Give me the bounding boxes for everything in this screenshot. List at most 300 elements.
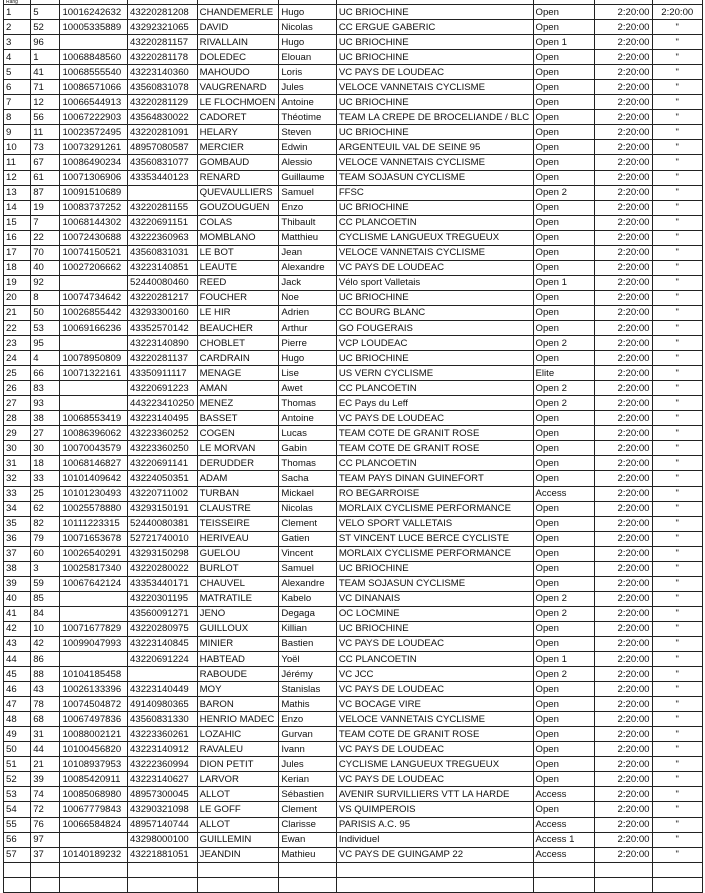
cell-ecart: " <box>652 411 703 426</box>
cell-licence: 43220281155 <box>128 200 198 215</box>
cell-ecart: " <box>652 591 703 606</box>
cell-uci: 10074504872 <box>60 697 128 712</box>
cell-club: ARGENTEUIL VAL DE SEINE 95 <box>336 140 533 155</box>
cell-prenom: Nicolas <box>279 20 336 35</box>
cell-licence: 52440080460 <box>128 275 198 290</box>
cell-temps: 2:20:00 <box>595 471 652 486</box>
cell-licence: 43220281208 <box>128 5 198 20</box>
cell-uci: 10085068980 <box>60 787 128 802</box>
cell-uci: 10108937953 <box>60 757 128 772</box>
cell-dossard: 62 <box>31 501 60 516</box>
cell-ecart: " <box>652 772 703 787</box>
cell-licence <box>128 185 198 200</box>
cell-ecart: " <box>652 652 703 667</box>
table-row <box>4 245 703 260</box>
cell-club: UC BRIOCHINE <box>336 35 533 50</box>
table-row <box>4 441 703 456</box>
cell-ecart: " <box>652 35 703 50</box>
cell-categorie: Access <box>533 817 595 832</box>
cell-categorie: Open <box>533 20 595 35</box>
cell-dossard: 50 <box>31 305 60 320</box>
cell-ecart: " <box>652 170 703 185</box>
cell-licence: 43292321065 <box>128 20 198 35</box>
cell-nom: BARON <box>197 697 279 712</box>
cell-prenom: Degaga <box>279 606 336 621</box>
cell-temps: 2:20:00 <box>595 260 652 275</box>
cell-ecart: " <box>652 351 703 366</box>
cell-ecart: " <box>652 757 703 772</box>
table-row <box>4 5 703 20</box>
cell-licence: 43293300160 <box>128 305 198 320</box>
cell-dossard: 53 <box>31 320 60 335</box>
cell-uci: 10074734642 <box>60 290 128 305</box>
cell-licence: 43223140495 <box>128 411 198 426</box>
cell-ecart: " <box>652 245 703 260</box>
cell-prenom: Clarisse <box>279 817 336 832</box>
cell-ecart: " <box>652 682 703 697</box>
cell-club: TEAM COTE DE GRANIT ROSE <box>336 426 533 441</box>
cell-categorie: Open <box>533 50 595 65</box>
cell-temps: 2:20:00 <box>595 531 652 546</box>
cell-dossard: 84 <box>31 606 60 621</box>
cell-dossard: 18 <box>31 456 60 471</box>
cell-categorie: Open <box>533 561 595 576</box>
cell-prenom: Enzo <box>279 200 336 215</box>
cell-licence <box>128 667 198 682</box>
cell-uci: 10016242632 <box>60 5 128 20</box>
cell-licence: 43221881051 <box>128 847 198 862</box>
cell-nom: JEANDIN <box>197 847 279 862</box>
cell-categorie: Access <box>533 486 595 501</box>
cell-dossard: 72 <box>31 802 60 817</box>
cell-categorie: Open <box>533 305 595 320</box>
cell-rank: 46 <box>4 682 31 697</box>
cell-prenom: Jérémy <box>279 667 336 682</box>
cell-nom: GOMBAUD <box>197 155 279 170</box>
table-row <box>4 305 703 320</box>
cell-dossard: 41 <box>31 65 60 80</box>
cell-licence: 43352570142 <box>128 320 198 335</box>
cell-categorie: Access 1 <box>533 832 595 847</box>
table-row <box>4 140 703 155</box>
cell-ecart: " <box>652 516 703 531</box>
cell-club: CC ERGUE GABERIC <box>336 20 533 35</box>
cell-prenom: Kerian <box>279 772 336 787</box>
cell-rank: 49 <box>4 727 31 742</box>
cell-nom: DAVID <box>197 20 279 35</box>
cell-prenom: Thomas <box>279 396 336 411</box>
table-row <box>4 155 703 170</box>
cell-temps: 2:20:00 <box>595 290 652 305</box>
cell-ecart: " <box>652 396 703 411</box>
cell-uci: 10066584824 <box>60 817 128 832</box>
cell-rank: 6 <box>4 80 31 95</box>
cell-ecart: " <box>652 712 703 727</box>
cell-categorie: Open <box>533 576 595 591</box>
cell-uci: 10067497836 <box>60 712 128 727</box>
cell-categorie: Open <box>533 516 595 531</box>
table-row <box>4 35 703 50</box>
cell-categorie: Open <box>533 170 595 185</box>
cell-licence: 43290321098 <box>128 802 198 817</box>
table-row <box>4 215 703 230</box>
cell-uci: 10085420911 <box>60 772 128 787</box>
cell-nom: RAVALEU <box>197 742 279 757</box>
cell-uci: 10067779843 <box>60 802 128 817</box>
cell-club: UC BRIOCHINE <box>336 290 533 305</box>
cell-uci: 10073291261 <box>60 140 128 155</box>
cell-ecart: " <box>652 20 703 35</box>
cell-categorie: Open <box>533 200 595 215</box>
cell-temps: 2:20:00 <box>595 832 652 847</box>
cell-categorie: Open <box>533 260 595 275</box>
cell-categorie: Open <box>533 757 595 772</box>
cell-prenom: Mathis <box>279 697 336 712</box>
cell-uci: 10111223315 <box>60 516 128 531</box>
cell-uci: 10068553419 <box>60 411 128 426</box>
cell-temps: 2:20:00 <box>595 682 652 697</box>
cell-nom: BEAUCHER <box>197 320 279 335</box>
cell-dossard: 73 <box>31 140 60 155</box>
cell-uci: 10071306906 <box>60 170 128 185</box>
cell-dossard: 76 <box>31 817 60 832</box>
table-row <box>4 682 703 697</box>
cell-ecart: " <box>652 727 703 742</box>
cell-categorie: Open 2 <box>533 396 595 411</box>
cell-ecart: " <box>652 65 703 80</box>
cell-categorie: Open <box>533 471 595 486</box>
cell-nom: COGEN <box>197 426 279 441</box>
cell-temps: 2:20:00 <box>595 170 652 185</box>
cell-dossard: 86 <box>31 652 60 667</box>
cell-rank: 15 <box>4 215 31 230</box>
cell-categorie: Open 1 <box>533 275 595 290</box>
cell-nom: CHANDEMERLE <box>197 5 279 20</box>
cell-licence: 43220691141 <box>128 456 198 471</box>
cell-licence: 43223140912 <box>128 742 198 757</box>
cell-ecart: " <box>652 742 703 757</box>
cell-categorie: Open <box>533 501 595 516</box>
cell-nom: ADAM <box>197 471 279 486</box>
cell-licence: 43220691151 <box>128 215 198 230</box>
cell-categorie: Open <box>533 230 595 245</box>
cell-dossard: 8 <box>31 290 60 305</box>
cell-ecart: " <box>652 381 703 396</box>
cell-uci <box>60 606 128 621</box>
cell-uci <box>60 35 128 50</box>
cell-temps: 2:20:00 <box>595 200 652 215</box>
cell-nom: ALLOT <box>197 787 279 802</box>
cell-ecart: " <box>652 305 703 320</box>
cell-categorie: Open <box>533 411 595 426</box>
cell-dossard: 83 <box>31 381 60 396</box>
empty-cell <box>652 862 703 877</box>
cell-club: ST VINCENT LUCE BERCE CYCLISTE <box>336 531 533 546</box>
cell-temps: 2:20:00 <box>595 426 652 441</box>
cell-uci: 10067642124 <box>60 576 128 591</box>
empty-cell <box>533 877 595 892</box>
cell-ecart: " <box>652 320 703 335</box>
cell-club: CC PLANCOETIN <box>336 456 533 471</box>
cell-categorie: Access <box>533 787 595 802</box>
cell-club: UC BRIOCHINE <box>336 621 533 636</box>
cell-categorie: Open <box>533 5 595 20</box>
cell-club: TEAM SOJASUN CYCLISME <box>336 170 533 185</box>
cell-temps: 2:20:00 <box>595 110 652 125</box>
cell-prenom: Antoine <box>279 411 336 426</box>
cell-temps: 2:20:00 <box>595 486 652 501</box>
cell-dossard: 85 <box>31 591 60 606</box>
cell-uci <box>60 591 128 606</box>
cell-prenom: Yoël <box>279 652 336 667</box>
empty-cell <box>533 862 595 877</box>
cell-prenom: Sacha <box>279 471 336 486</box>
cell-nom: REED <box>197 275 279 290</box>
cell-club: VS QUIMPEROIS <box>336 802 533 817</box>
table-row <box>4 561 703 576</box>
cell-prenom: Alexandre <box>279 260 336 275</box>
cell-licence: 43220280975 <box>128 621 198 636</box>
cell-categorie: Open <box>533 456 595 471</box>
cell-uci <box>60 336 128 351</box>
cell-temps: 2:20:00 <box>595 441 652 456</box>
cell-ecart: " <box>652 576 703 591</box>
cell-dossard: 92 <box>31 275 60 290</box>
cell-licence: 43222360963 <box>128 230 198 245</box>
cell-nom: MENEZ <box>197 396 279 411</box>
cell-nom: LE BOT <box>197 245 279 260</box>
cell-rank: 18 <box>4 260 31 275</box>
cell-licence: 43350911117 <box>128 366 198 381</box>
cell-prenom: Lucas <box>279 426 336 441</box>
cell-ecart: " <box>652 275 703 290</box>
cell-nom: CHAUVEL <box>197 576 279 591</box>
cell-temps: 2:20:00 <box>595 80 652 95</box>
cell-prenom: Thibault <box>279 215 336 230</box>
results-sheet <box>3 0 703 861</box>
cell-temps: 2:20:00 <box>595 50 652 65</box>
cell-prenom: Elouan <box>279 50 336 65</box>
table-row <box>4 757 703 772</box>
cell-ecart: " <box>652 636 703 651</box>
cell-club: MORLAIX CYCLISME PERFORMANCE <box>336 546 533 561</box>
cell-rank: 48 <box>4 712 31 727</box>
cell-licence: 43560831077 <box>128 155 198 170</box>
cell-uci: 10071677829 <box>60 621 128 636</box>
cell-nom: LE MORVAN <box>197 441 279 456</box>
cell-dossard: 33 <box>31 471 60 486</box>
cell-ecart: " <box>652 847 703 862</box>
cell-licence: 43223140890 <box>128 336 198 351</box>
cell-prenom: Guillaume <box>279 170 336 185</box>
cell-dossard: 68 <box>31 712 60 727</box>
table-row <box>4 65 703 80</box>
empty-cell <box>336 877 533 892</box>
cell-temps: 2:20:00 <box>595 155 652 170</box>
cell-dossard: 1 <box>31 50 60 65</box>
table-row <box>4 290 703 305</box>
cell-prenom: Sébastien <box>279 787 336 802</box>
cell-temps: 2:20:00 <box>595 576 652 591</box>
cell-nom: MINIER <box>197 636 279 651</box>
cell-uci: 10101230493 <box>60 486 128 501</box>
cell-temps: 2:20:00 <box>595 20 652 35</box>
cell-temps: 2:20:00 <box>595 396 652 411</box>
cell-uci <box>60 396 128 411</box>
cell-ecart: " <box>652 667 703 682</box>
cell-categorie: Open <box>533 742 595 757</box>
cell-categorie: Open <box>533 802 595 817</box>
empty-cell <box>197 877 279 892</box>
cell-nom: HABTEAD <box>197 652 279 667</box>
cell-club: VELOCE VANNETAIS CYCLISME <box>336 712 533 727</box>
cell-rank: 2 <box>4 20 31 35</box>
cell-categorie: Open <box>533 140 595 155</box>
cell-nom: LE FLOCHMOEN <box>197 95 279 110</box>
cell-licence: 443223410250 <box>128 396 198 411</box>
cell-nom: DERUDDER <box>197 456 279 471</box>
cell-rank: 42 <box>4 621 31 636</box>
cell-nom: CLAUSTRE <box>197 501 279 516</box>
cell-rank: 17 <box>4 245 31 260</box>
cell-club: OC LOCMINE <box>336 606 533 621</box>
cell-club: UC BRIOCHINE <box>336 561 533 576</box>
cell-club: TEAM COTE DE GRANIT ROSE <box>336 441 533 456</box>
cell-temps: 2:20:00 <box>595 140 652 155</box>
cell-prenom: Alessio <box>279 155 336 170</box>
cell-categorie: Elite <box>533 366 595 381</box>
empty-cell <box>197 862 279 877</box>
cell-nom: GOUZOUGUEN <box>197 200 279 215</box>
cell-dossard: 78 <box>31 697 60 712</box>
cell-dossard: 7 <box>31 215 60 230</box>
results-table <box>3 0 703 893</box>
cell-rank: 19 <box>4 275 31 290</box>
cell-rank: 9 <box>4 125 31 140</box>
cell-licence: 43222360994 <box>128 757 198 772</box>
cell-licence: 43223140851 <box>128 260 198 275</box>
table-row <box>4 50 703 65</box>
cell-categorie: Open <box>533 155 595 170</box>
cell-licence: 43293150191 <box>128 501 198 516</box>
cell-uci <box>60 275 128 290</box>
cell-categorie: Open 2 <box>533 667 595 682</box>
cell-ecart: " <box>652 260 703 275</box>
cell-nom: MENAGE <box>197 366 279 381</box>
cell-nom: BASSET <box>197 411 279 426</box>
cell-uci: 10086571066 <box>60 80 128 95</box>
table-row <box>4 531 703 546</box>
cell-licence: 43220301195 <box>128 591 198 606</box>
cell-uci: 10101409642 <box>60 471 128 486</box>
table-row <box>4 832 703 847</box>
cell-categorie: Open <box>533 215 595 230</box>
table-row <box>4 576 703 591</box>
table-row <box>4 606 703 621</box>
cell-licence: 48957140744 <box>128 817 198 832</box>
cell-prenom: Ivann <box>279 742 336 757</box>
cell-rank: 38 <box>4 561 31 576</box>
cell-nom: LEAUTE <box>197 260 279 275</box>
cell-dossard: 27 <box>31 426 60 441</box>
cell-ecart: " <box>652 832 703 847</box>
cell-uci: 10070043579 <box>60 441 128 456</box>
cell-rank: 3 <box>4 35 31 50</box>
cell-ecart: " <box>652 185 703 200</box>
empty-row <box>4 877 703 892</box>
cell-prenom: Hugo <box>279 5 336 20</box>
cell-ecart: " <box>652 290 703 305</box>
cell-prenom: Samuel <box>279 185 336 200</box>
table-row <box>4 396 703 411</box>
cell-club: VC DINANAIS <box>336 591 533 606</box>
cell-prenom: Matthieu <box>279 230 336 245</box>
cell-nom: DOLEDEC <box>197 50 279 65</box>
cell-licence: 52440080381 <box>128 516 198 531</box>
table-row <box>4 787 703 802</box>
cell-prenom: Clement <box>279 802 336 817</box>
cell-dossard: 79 <box>31 531 60 546</box>
cell-uci: 10086490234 <box>60 155 128 170</box>
cell-prenom: Mathieu <box>279 847 336 862</box>
cell-dossard: 12 <box>31 95 60 110</box>
cell-club: AVENIR SURVILLIERS VTT LA HARDE <box>336 787 533 802</box>
cell-prenom: Samuel <box>279 561 336 576</box>
cell-temps: 2:20:00 <box>595 742 652 757</box>
table-row <box>4 275 703 290</box>
cell-ecart: " <box>652 426 703 441</box>
cell-club: VELO SPORT VALLETAIS <box>336 516 533 531</box>
cell-rank: 29 <box>4 426 31 441</box>
cell-temps: 2:20:00 <box>595 727 652 742</box>
cell-prenom: Gabin <box>279 441 336 456</box>
cell-ecart: " <box>652 125 703 140</box>
cell-dossard: 74 <box>31 787 60 802</box>
cell-nom: ALLOT <box>197 817 279 832</box>
cell-uci: 10088002121 <box>60 727 128 742</box>
cell-ecart: " <box>652 501 703 516</box>
cell-rank: 37 <box>4 546 31 561</box>
cell-nom: LE GOFF <box>197 802 279 817</box>
cell-club: VC PAYS DE LOUDEAC <box>336 65 533 80</box>
cell-temps: 2:20:00 <box>595 5 652 20</box>
cell-uci: 10068848560 <box>60 50 128 65</box>
cell-rank: 16 <box>4 230 31 245</box>
cell-ecart: " <box>652 817 703 832</box>
cell-temps: 2:20:00 <box>595 606 652 621</box>
cell-nom: HELARY <box>197 125 279 140</box>
cell-dossard: 67 <box>31 155 60 170</box>
table-row <box>4 652 703 667</box>
cell-ecart: " <box>652 486 703 501</box>
cell-dossard: 52 <box>31 20 60 35</box>
cell-prenom: Adrien <box>279 305 336 320</box>
cell-rank: 52 <box>4 772 31 787</box>
cell-uci: 10086396062 <box>60 426 128 441</box>
cell-club: Individuel <box>336 832 533 847</box>
cell-licence: 43223360250 <box>128 441 198 456</box>
cell-categorie: Open 2 <box>533 591 595 606</box>
cell-licence: 48957300045 <box>128 787 198 802</box>
cell-temps: 2:20:00 <box>595 516 652 531</box>
cell-rank: 43 <box>4 636 31 651</box>
empty-cell <box>60 877 128 892</box>
cell-temps: 2:20:00 <box>595 336 652 351</box>
cell-club: US VERN CYCLISME <box>336 366 533 381</box>
cell-licence: 43220280022 <box>128 561 198 576</box>
cell-temps: 2:20:00 <box>595 817 652 832</box>
cell-categorie: Open <box>533 320 595 335</box>
